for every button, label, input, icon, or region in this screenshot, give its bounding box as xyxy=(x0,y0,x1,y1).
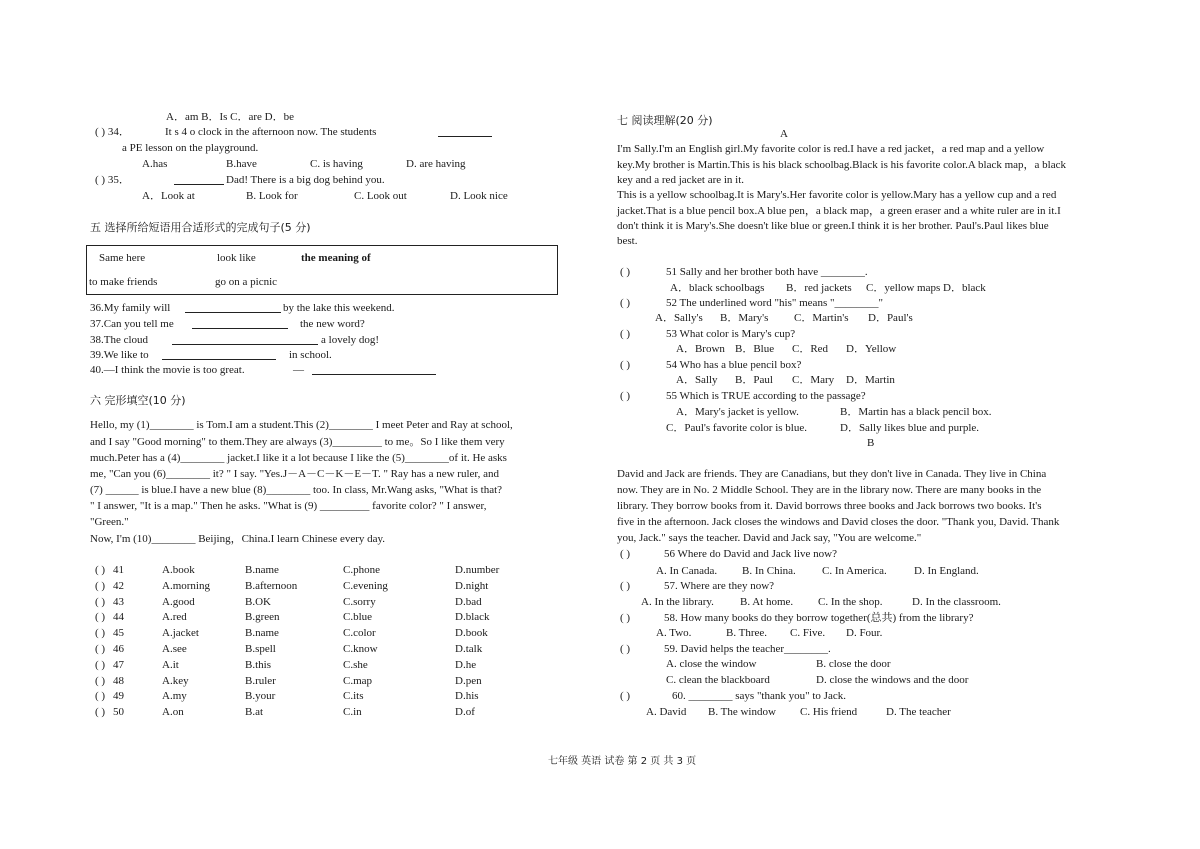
q55-paren[interactable]: ( ) xyxy=(620,390,631,402)
answer-paren[interactable]: ( ) xyxy=(95,564,106,576)
q58-option-c: C. Five. xyxy=(790,627,826,639)
option-c: C.map xyxy=(343,674,373,687)
option-d: D.number xyxy=(455,564,500,576)
q52-text: 52 The underlined word "his" means "________" xyxy=(666,297,883,309)
q51-option-a: A．black schoolbags xyxy=(670,282,765,294)
q34-paren: ( ) 34． xyxy=(95,126,130,138)
cloze-option-row xyxy=(95,627,515,642)
option-d: D.he xyxy=(455,658,477,671)
option-b: B.green xyxy=(245,611,280,624)
q59-text: 59. David helps the teacher________. xyxy=(664,643,831,655)
cloze-option-row xyxy=(95,659,515,674)
passage-b-line: library. They borrow books from it. David borrows three books and Jack borrows two books. It's xyxy=(617,500,1042,512)
answer-paren[interactable]: ( ) xyxy=(95,627,106,640)
question-number: 50 xyxy=(113,706,124,719)
q53-option-c: C．Red xyxy=(792,343,829,355)
option-d: D.book xyxy=(455,627,488,640)
q35-option-b: B. Look for xyxy=(246,190,298,202)
phrase-1: Same here xyxy=(99,252,146,264)
q34-option-b: B.have xyxy=(226,158,257,170)
option-c: C.evening xyxy=(343,579,388,592)
q39-text: 39.We like to xyxy=(90,349,149,361)
q59-option-c: C. clean the blackboard xyxy=(666,674,770,686)
section5-title: 五 选择所给短语用合适形式的完成句子(5 分) xyxy=(90,221,311,234)
option-b: B.name xyxy=(245,627,279,640)
answer-paren[interactable]: ( ) xyxy=(95,690,106,703)
q35-paren: ( ) 35． xyxy=(95,174,130,186)
q58-text: 58. How many books do they borrow together(总共) from the library? xyxy=(664,612,974,624)
option-b: B.your xyxy=(245,690,276,703)
option-d: D.night xyxy=(455,579,489,592)
option-d: D.pen xyxy=(455,674,482,687)
q51-text: 51 Sally and her brother both have ________. xyxy=(666,266,868,278)
q52-option-c: C．Martin's xyxy=(794,312,849,324)
q55-option-a: A．Mary's jacket is yellow. xyxy=(676,406,799,418)
q35-blank[interactable] xyxy=(174,174,224,185)
cloze-line: me, "Can you (6)________ it? " I say. "Yes.J－A－C－K－E－T. " Ray has a new ruler, and xyxy=(90,468,499,480)
cloze-option-row xyxy=(95,643,515,658)
option-c: C.color xyxy=(343,627,376,640)
q54-paren[interactable]: ( ) xyxy=(620,359,631,371)
q52-option-b: B．Mary's xyxy=(720,312,769,324)
option-c: C.its xyxy=(343,690,364,703)
q35-option-c: C. Look out xyxy=(354,190,407,202)
option-a: A.book xyxy=(162,564,195,576)
cloze-line: "Green." xyxy=(90,516,129,528)
q60-text: 60. ________ says "thank you" to Jack. xyxy=(672,690,846,702)
answer-paren[interactable]: ( ) xyxy=(95,611,106,624)
cloze-option-row xyxy=(95,580,515,595)
q57-option-d: D. In the classroom. xyxy=(912,596,1001,608)
q56-option-d: D. In England. xyxy=(914,565,979,577)
q36-text: 36.My family will xyxy=(90,302,171,314)
q38-text: 38.The cloud xyxy=(90,334,149,346)
answer-paren[interactable]: ( ) xyxy=(95,643,106,655)
option-a: A.it xyxy=(162,658,179,671)
cloze-option-row xyxy=(95,690,515,705)
q60-paren[interactable]: ( ) xyxy=(620,690,631,702)
phrase-4: to make friends xyxy=(89,276,158,288)
cloze-option-row xyxy=(95,675,515,690)
passage-a-line: This is a yellow schoolbag.It is Mary's.Her favorite color is yellow.Mary has a yellow cup and a red xyxy=(617,189,1057,201)
option-a: A.red xyxy=(162,611,187,624)
option-b: B.ruler xyxy=(245,674,276,687)
answer-paren[interactable]: ( ) xyxy=(95,579,106,592)
passage-a-line: don't think it is Mary's.She doesn't like blue or green.I think it is her brother. Paul's.Paul likes blue xyxy=(617,220,1049,232)
q52-option-d: D．Paul's xyxy=(868,312,913,324)
q56-paren[interactable]: ( ) xyxy=(620,548,631,560)
q35-text: Dad! There is a big dog behind you. xyxy=(226,174,385,186)
option-c: C.she xyxy=(343,658,368,671)
option-d: D.talk xyxy=(455,643,483,655)
q55-option-b: B．Martin has a black pencil box. xyxy=(840,406,992,418)
q55-option-d: D．Sally likes blue and purple. xyxy=(840,422,980,434)
q60-option-a: A. David xyxy=(646,706,687,718)
page-footer: 七年级 英语 试卷 第 2 页 共 3 页 xyxy=(548,756,697,767)
option-b: B.this xyxy=(245,658,271,671)
option-b: B.OK xyxy=(245,595,271,608)
cloze-line: much.Peter has a (4)________ jacket.I like it a lot because I like the (5)________of it. He asks xyxy=(90,452,507,464)
q51-option-c: C．yellow maps D．black xyxy=(866,282,986,294)
q37-text: 37.Can you tell me xyxy=(90,318,174,330)
option-c: C.sorry xyxy=(343,595,376,608)
q39-tail: in school. xyxy=(289,349,332,361)
q51-option-b: B．red jackets xyxy=(786,282,852,294)
q36-tail: by the lake this weekend. xyxy=(283,302,395,314)
q54-text: 54 Who has a blue pencil box? xyxy=(666,359,802,371)
passage-b-line: David and Jack are friends. They are Canadians, but they don't live in Canada. They live in China xyxy=(617,468,1047,480)
q36-blank[interactable] xyxy=(185,302,281,313)
question-number: 44 xyxy=(113,611,124,624)
cloze-option-row xyxy=(95,596,515,611)
passage-b-line: five in the afternoon. Jack closes the windows and David closes the door. "Thank you, David. Thank xyxy=(617,516,1060,528)
option-a: A.jacket xyxy=(162,627,199,640)
q57-text: 57. Where are they now? xyxy=(664,580,775,592)
q34-blank[interactable] xyxy=(438,126,492,137)
answer-paren[interactable]: ( ) xyxy=(95,595,106,608)
section6-title: 六 完形填空(10 分) xyxy=(90,394,186,407)
option-d: D.black xyxy=(455,611,490,624)
answer-paren[interactable]: ( ) xyxy=(95,706,106,719)
passage-a-label: A xyxy=(780,128,788,140)
q53-option-d: D．Yellow xyxy=(846,343,897,355)
q59-option-b: B. close the door xyxy=(816,658,891,670)
phrase-3: the meaning of xyxy=(301,252,371,264)
passage-a-line: key and a red jacket are in it. xyxy=(617,174,745,186)
option-a: A.see xyxy=(162,643,187,655)
cloze-line: " I answer, "It is a map." Then he asks. "What is (9) _________ favorite color? " I answer, xyxy=(90,500,487,512)
q57-option-b: B. At home. xyxy=(740,596,794,608)
q34-option-a: A.has xyxy=(142,158,168,170)
q58-paren[interactable]: ( ) xyxy=(620,612,631,624)
q54-option-b: B．Paul xyxy=(735,374,773,386)
q40-tail: — xyxy=(293,364,304,376)
q33-options: A．am B．Is C．are D．be xyxy=(166,111,295,123)
q40-text: 40.—I think the movie is too great. xyxy=(90,364,245,376)
option-b: B.name xyxy=(245,564,279,576)
passage-a-line: jacket.That is a blue pencil box.A blue pen，a black map，a green eraser and a white ruler are in it.I xyxy=(617,205,1061,217)
q53-option-a: A．Brown xyxy=(676,343,725,355)
answer-paren[interactable]: ( ) xyxy=(95,658,106,671)
q56-option-c: C. In America. xyxy=(822,565,887,577)
option-b: B.afternoon xyxy=(245,579,298,592)
option-a: A.key xyxy=(162,674,189,687)
passage-a-line: key.My brother is Martin.This is his black schoolbag.Black is his favorite color.A black map，a black xyxy=(617,159,1066,171)
q37-tail: the new word? xyxy=(300,318,365,330)
phrase-2: look like xyxy=(217,252,256,264)
q56-option-a: A. In Canada. xyxy=(656,565,718,577)
q52-option-a: A．Sally's xyxy=(655,312,703,324)
option-c: C.blue xyxy=(343,611,373,624)
q59-option-d: D. close the windows and the door xyxy=(816,674,969,686)
passage-b-label: B xyxy=(867,437,875,449)
q57-paren[interactable]: ( ) xyxy=(620,580,631,592)
q35-option-d: D. Look nice xyxy=(450,190,508,202)
q60-option-c: C. His friend xyxy=(800,706,858,718)
option-c: C.phone xyxy=(343,564,380,576)
option-d: D.of xyxy=(455,706,475,719)
question-number: 48 xyxy=(113,674,124,687)
q34-option-c: C. is having xyxy=(310,158,363,170)
option-d: D.his xyxy=(455,690,479,703)
cloze-option-row xyxy=(95,611,515,626)
option-c: C.know xyxy=(343,643,378,655)
q58-option-d: D. Four. xyxy=(846,627,883,639)
option-b: B.spell xyxy=(245,643,276,655)
passage-b-line: now. They are in No. 2 Middle School. They are in the library now. There are many books in the xyxy=(617,484,1042,496)
option-b: B.at xyxy=(245,706,264,719)
q56-option-b: B. In China. xyxy=(742,565,796,577)
cloze-line: (7) ______ is blue.I have a new blue (8)________ too. In class, Mr.Wang asks, "What is that? xyxy=(90,484,503,496)
q60-option-d: D. The teacher xyxy=(886,706,951,718)
q55-text: 55 Which is TRUE according to the passage? xyxy=(666,390,866,402)
question-number: 46 xyxy=(113,643,124,655)
q54-option-d: D．Martin xyxy=(846,374,895,386)
option-a: A.good xyxy=(162,595,195,608)
q39-blank[interactable] xyxy=(162,349,276,360)
q40-blank[interactable] xyxy=(312,364,436,375)
passage-a-line: best. xyxy=(617,235,638,247)
cloze-option-row xyxy=(95,706,515,721)
question-number: 43 xyxy=(113,595,124,608)
q37-blank[interactable] xyxy=(192,318,288,329)
q54-option-a: A．Sally xyxy=(676,374,718,386)
q34-line2: a PE lesson on the playground. xyxy=(122,142,259,154)
cloze-line: and I say "Good morning" to them.They are always (3)_________ to me。So I like them very xyxy=(90,436,505,448)
phrase-box xyxy=(86,245,558,295)
option-a: A.my xyxy=(162,690,187,703)
q34-text: It s 4 o clock in the afternoon now. The students xyxy=(165,126,377,138)
q55-option-c: C．Paul's favorite color is blue. xyxy=(666,422,807,434)
q53-text: 53 What color is Mary's cup? xyxy=(666,328,796,340)
answer-paren[interactable]: ( ) xyxy=(95,674,106,687)
q53-paren[interactable]: ( ) xyxy=(620,328,631,340)
cloze-line: Hello, my (1)________ is Tom.I am a student.This (2)________ I meet Peter and Ray at school, xyxy=(90,419,513,431)
question-number: 45 xyxy=(113,627,124,640)
q58-option-b: B. Three. xyxy=(726,627,768,639)
question-number: 42 xyxy=(113,579,124,592)
q53-option-b: B．Blue xyxy=(735,343,775,355)
option-c: C.in xyxy=(343,706,362,719)
phrase-5: go on a picnic xyxy=(215,276,278,288)
question-number: 47 xyxy=(113,658,124,671)
question-number: 41 xyxy=(113,564,124,576)
cloze-line: Now, I'm (10)________ Beijing，China.I learn Chinese every day. xyxy=(90,533,386,545)
q60-option-b: B. The window xyxy=(708,706,776,718)
q38-tail: a lovely dog! xyxy=(321,334,380,346)
option-d: D.bad xyxy=(455,595,482,608)
section7-title: 七 阅读理解(20 分) xyxy=(617,114,713,127)
q58-option-a: A. Two. xyxy=(656,627,692,639)
q56-text: 56 Where do David and Jack live now? xyxy=(664,548,837,560)
q57-option-c: C. In the shop. xyxy=(818,596,883,608)
option-a: A.morning xyxy=(162,579,210,592)
passage-a-line: I'm Sally.I'm an English girl.My favorite color is red.I have a red jacket，a red map and a yellow xyxy=(617,143,1045,155)
q57-option-a: A. In the library. xyxy=(641,596,714,608)
q54-option-c: C．Mary xyxy=(792,374,835,386)
cloze-option-row xyxy=(95,564,515,579)
passage-b-line: you, Jack." says the teacher. David and Jack say, "You are welcome." xyxy=(617,532,922,544)
q34-option-d: D. are having xyxy=(406,158,466,170)
q51-paren[interactable]: ( ) xyxy=(620,266,631,278)
option-a: A.on xyxy=(162,706,184,719)
q59-option-a: A. close the window xyxy=(666,658,757,670)
q52-paren[interactable]: ( ) xyxy=(620,297,631,309)
q35-option-a: A．Look at xyxy=(142,190,195,202)
q38-blank[interactable] xyxy=(172,334,318,345)
q59-paren[interactable]: ( ) xyxy=(620,643,631,655)
question-number: 49 xyxy=(113,690,124,703)
